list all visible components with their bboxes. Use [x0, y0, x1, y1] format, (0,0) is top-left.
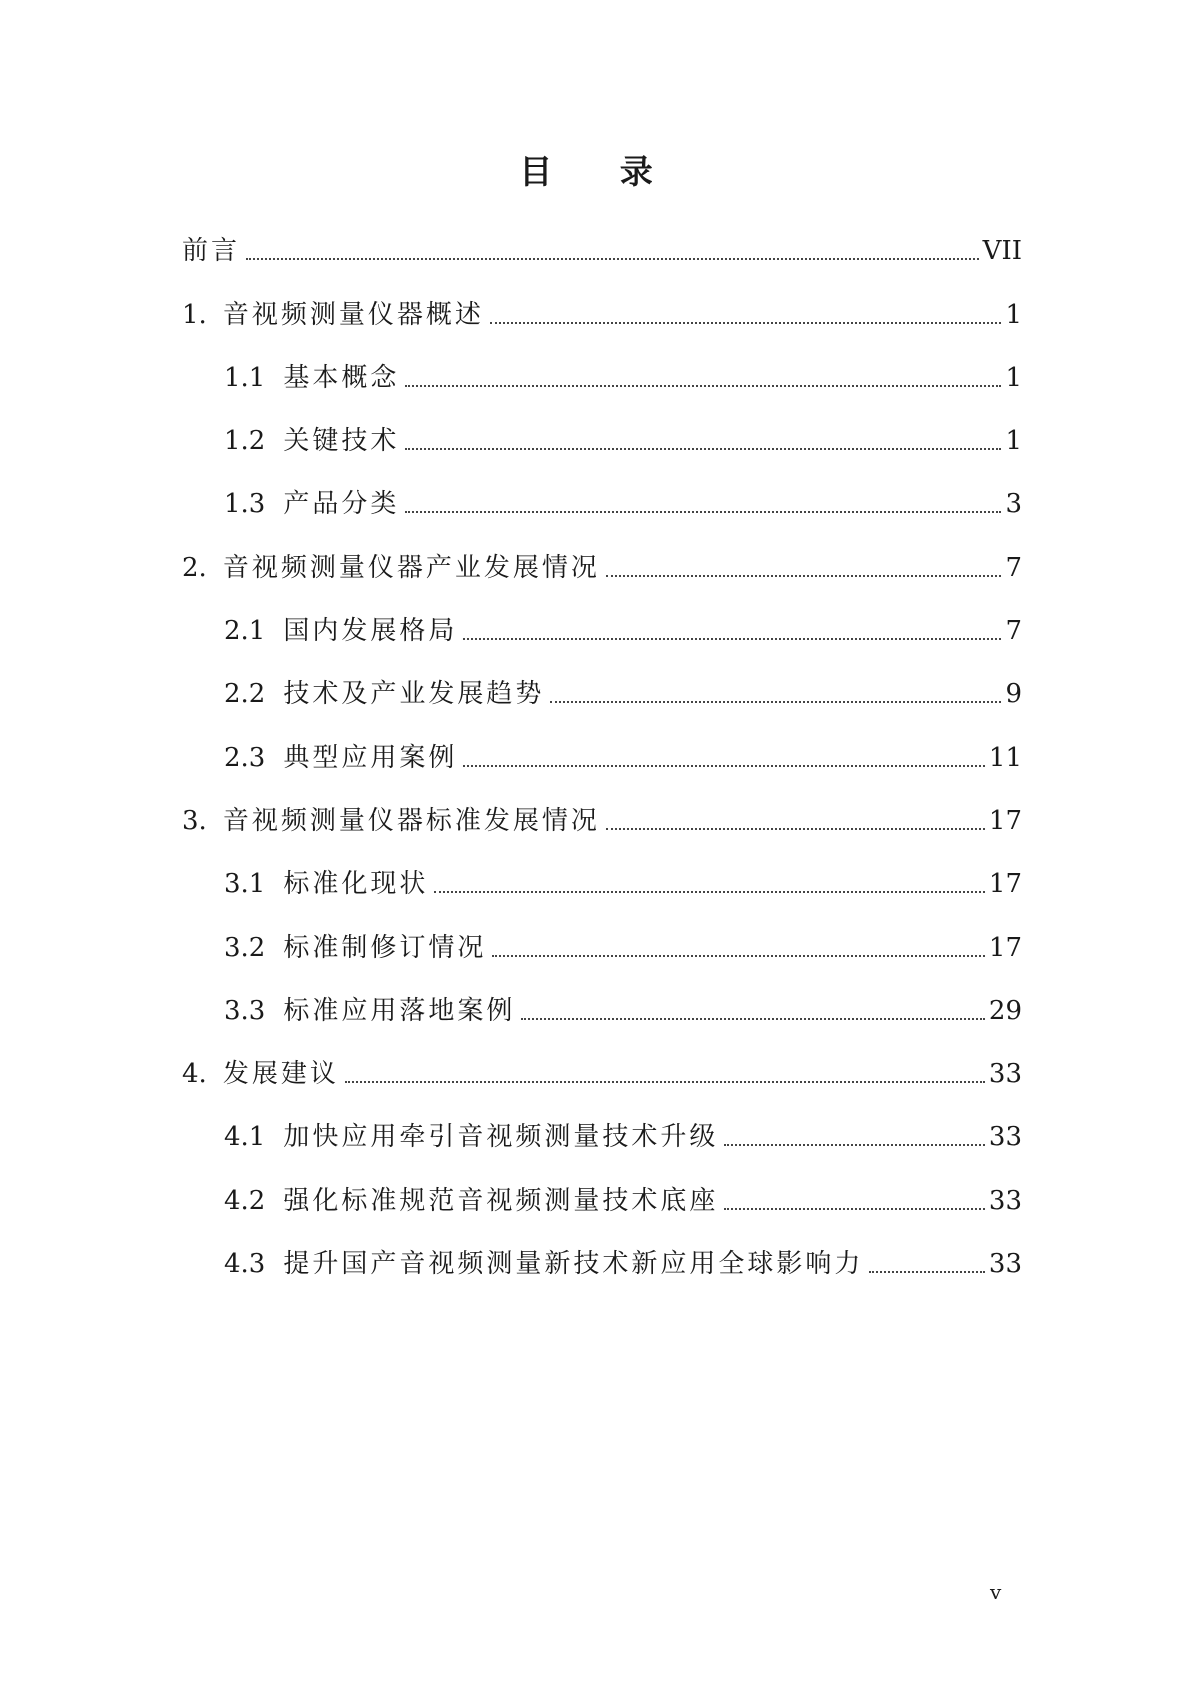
toc-entry-title: 加快应用牵引音视频测量技术升级 — [283, 1122, 719, 1153]
toc-dot-leader — [492, 955, 985, 957]
toc-entry-number: 1.2 — [224, 426, 266, 457]
toc-entry-page: 1 — [1005, 299, 1022, 330]
toc-entry-page: 17 — [988, 805, 1022, 836]
toc-entry[interactable] — [182, 664, 1022, 727]
toc-entry-title: 强化标准规范音视频测量技术底座 — [283, 1185, 719, 1216]
toc-entry[interactable] — [182, 537, 1022, 600]
toc-entry-title: 产品分类 — [283, 489, 400, 520]
toc-dot-leader — [550, 701, 1001, 703]
toc-entry-page: 17 — [988, 932, 1022, 963]
toc-entry-number: 3.2 — [224, 932, 266, 963]
toc-dot-leader — [345, 1081, 985, 1083]
toc-entry-page: 11 — [988, 742, 1022, 773]
toc-entry-page: VII — [982, 236, 1022, 267]
toc-entry-page: 9 — [1005, 679, 1022, 710]
toc-entry-page: 1 — [1005, 426, 1022, 457]
toc-entry-number: 3.1 — [224, 869, 266, 900]
toc-entry-number: 1. — [182, 299, 207, 330]
toc-entry[interactable] — [182, 854, 1022, 917]
toc-dot-leader — [606, 828, 985, 830]
toc-entry[interactable] — [182, 1107, 1022, 1170]
toc-title: 目 录 — [519, 152, 681, 191]
toc-entry[interactable] — [182, 348, 1022, 411]
toc-entry-number: 4.1 — [224, 1122, 266, 1153]
toc-dot-leader — [521, 1018, 985, 1020]
toc-entry[interactable] — [182, 917, 1022, 980]
toc-dot-leader — [463, 765, 985, 767]
toc-entry-number: 2.1 — [224, 616, 266, 647]
toc-entry-page: 1 — [1005, 362, 1022, 393]
toc-entry[interactable] — [182, 1234, 1022, 1297]
toc-entry-title: 关键技术 — [283, 426, 400, 457]
toc-entry-number: 3. — [182, 805, 207, 836]
toc-entry-number: 1.3 — [224, 489, 266, 520]
toc-entry-number: 1.1 — [224, 362, 266, 393]
toc-dot-leader — [724, 1208, 985, 1210]
toc-entry-page: 7 — [1005, 616, 1022, 647]
toc-entry-page: 29 — [988, 995, 1022, 1026]
toc-entry[interactable] — [182, 221, 1022, 284]
toc-entry[interactable] — [182, 727, 1022, 790]
table-of-contents — [182, 221, 1022, 1297]
toc-entry-number: 2. — [182, 552, 207, 583]
toc-entry[interactable] — [182, 1044, 1022, 1107]
toc-entry[interactable] — [182, 981, 1022, 1044]
toc-dot-leader — [724, 1144, 985, 1146]
toc-entry[interactable] — [182, 1170, 1022, 1233]
toc-entry-title: 标准制修订情况 — [283, 932, 487, 963]
toc-entry-title: 音视频测量仪器标准发展情况 — [222, 805, 600, 836]
toc-dot-leader — [490, 322, 1002, 324]
toc-entry[interactable] — [182, 601, 1022, 664]
toc-entry-title: 基本概念 — [283, 362, 400, 393]
toc-entry-page: 33 — [988, 1249, 1022, 1280]
toc-entry-page: 33 — [988, 1185, 1022, 1216]
toc-dot-leader — [869, 1271, 985, 1273]
toc-entry-title: 前言 — [182, 236, 241, 267]
toc-dot-leader — [606, 575, 1002, 577]
toc-entry-title: 技术及产业发展趋势 — [283, 679, 545, 710]
toc-dot-leader — [246, 258, 979, 260]
toc-entry-title: 国内发展格局 — [283, 616, 458, 647]
toc-dot-leader — [463, 638, 1001, 640]
toc-entry-page: 33 — [988, 1059, 1022, 1090]
toc-entry-page: 33 — [988, 1122, 1022, 1153]
toc-entry-page: 7 — [1005, 552, 1022, 583]
toc-entry-number: 4.2 — [224, 1185, 266, 1216]
toc-entry-title: 音视频测量仪器概述 — [222, 299, 484, 330]
toc-entry-number: 2.3 — [224, 742, 266, 773]
toc-entry-title: 发展建议 — [222, 1059, 339, 1090]
toc-entry-title: 典型应用案例 — [283, 742, 458, 773]
toc-entry[interactable] — [182, 411, 1022, 474]
page-number: v — [990, 1580, 1002, 1604]
toc-entry-number: 4. — [182, 1059, 207, 1090]
toc-dot-leader — [405, 448, 1001, 450]
toc-entry-title: 标准应用落地案例 — [283, 995, 516, 1026]
toc-dot-leader — [405, 385, 1001, 387]
toc-entry-number: 3.3 — [224, 995, 266, 1026]
toc-entry-number: 4.3 — [224, 1249, 266, 1280]
toc-entry-page: 3 — [1005, 489, 1022, 520]
toc-entry-number: 2.2 — [224, 679, 266, 710]
toc-dot-leader — [405, 511, 1001, 513]
toc-entry-title: 音视频测量仪器产业发展情况 — [222, 552, 600, 583]
toc-entry-title: 提升国产音视频测量新技术新应用全球影响力 — [283, 1249, 864, 1280]
toc-entry[interactable] — [182, 474, 1022, 537]
toc-entry-page: 17 — [988, 869, 1022, 900]
toc-dot-leader — [434, 891, 985, 893]
toc-entry[interactable] — [182, 284, 1022, 347]
toc-entry-title: 标准化现状 — [283, 869, 429, 900]
toc-entry[interactable] — [182, 791, 1022, 854]
